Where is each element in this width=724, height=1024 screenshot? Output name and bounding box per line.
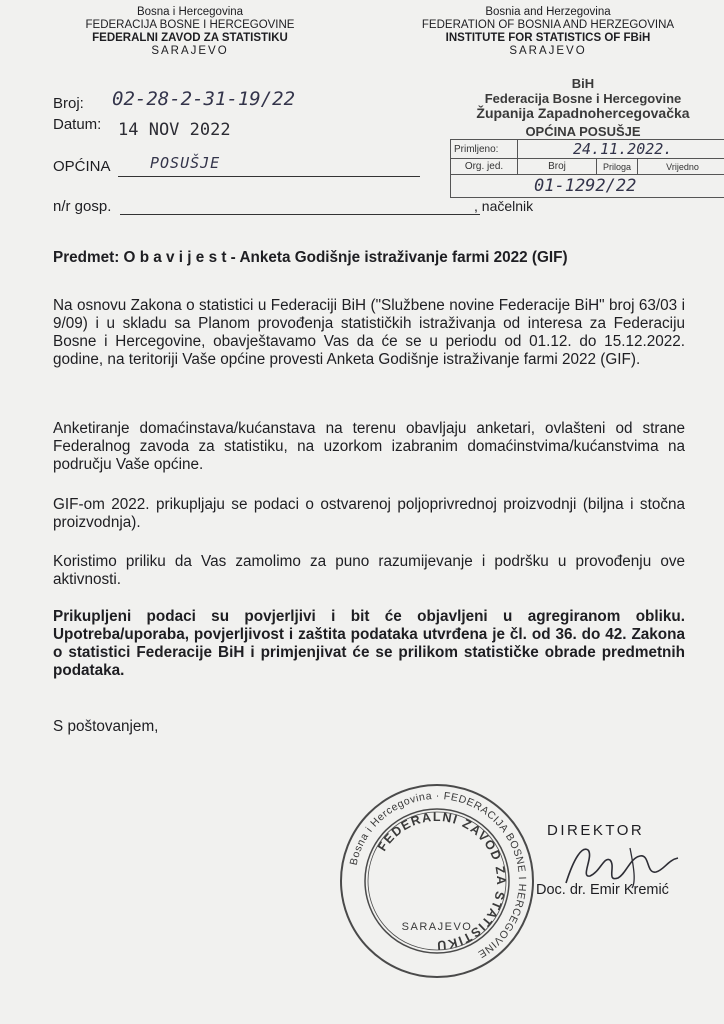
gosp-line <box>120 214 480 215</box>
seal-ring-text: Bosna i Hercegovina · FEDERACIJA BOSNE I HERCEGOVINE <box>347 789 529 961</box>
header-right-federation: FEDERATION OF BOSNIA AND HERZEGOVINA <box>421 19 675 31</box>
opcina-value: POSUŠJE <box>150 154 221 172</box>
paragraph-thanks: Koristimo priliku da Vas zamolimo za puno razumijevanje i podršku u provođenju ove aktivnosti. <box>53 553 685 588</box>
header-right-country: Bosnia and Herzegovina <box>485 6 611 18</box>
received-date-cell <box>518 140 724 159</box>
col-broj: Broj <box>518 159 597 175</box>
primljeno-value: 24.11.2022. <box>573 140 673 158</box>
header-left-city: SARAJEVO <box>151 45 229 57</box>
paragraph-confidentiality: Prikupljeni podaci su povjerljivi i bit će objavljeni u agregiranom obliku. Upotreba/uporaba, povjerljivost i zaštita podataka utvrđena je čl. od 36. do 42. Zakona o statistici Federacije BiH i primjenjivat će se prilikom statističke obrade predmetnih podataka. <box>53 608 685 679</box>
received-broj-value: 01-1292/22 <box>534 176 637 196</box>
broj-value: 02-28-2-31-19/22 <box>112 88 296 110</box>
opcina-line <box>118 176 420 177</box>
received-label-cell <box>451 140 518 159</box>
datum-value: 14 NOV 2022 <box>118 120 231 140</box>
header-left-federation: FEDERACIJA BOSNE I HERCEGOVINE <box>85 19 295 31</box>
seal-city: SARAJEVO <box>401 921 473 933</box>
paragraph-interviewers: Anketiranje domaćinstava/kućanstava na terenu obavljaju anketari, ovlašteni od strane Federalnog zavoda za statistiku, na uzorkom izabranim domaćinstvima/kućanstvima na području Vaše općine. <box>53 420 685 473</box>
director-name: Doc. dr. Emir Kremić <box>536 882 669 898</box>
received-number-cell <box>451 175 724 198</box>
received-stamp-bih: BiH <box>571 76 595 91</box>
header-left <box>60 6 320 58</box>
header-left-country: Bosna i Hercegovina <box>136 6 244 18</box>
received-stamp-canton: Županija Zapadnohercegovačka <box>476 105 690 121</box>
official-seal <box>338 782 536 980</box>
header-right-institute: INSTITUTE FOR STATISTICS OF FBiH <box>445 32 651 44</box>
received-stamp-municipality: OPĆINA POSUŠJE <box>525 124 641 139</box>
received-stamp-header <box>448 76 718 139</box>
primljeno-label: Primljeno: <box>454 143 499 155</box>
paragraph-data-collected: GIF-om 2022. prikupljaju se podaci o ostvarenoj poljoprivrednoj proizvodnji (biljna i stočna proizvodnja). <box>53 496 685 531</box>
paragraph-legal-basis: Na osnovu Zakona o statistici u Federaciji BiH ("Službene novine Federacije BiH" broj 63/03 i 9/09) i u skladu sa Planom provođenja statističkih istraživanja od interesa za Federaciju Bosne i Hercegovine, obavještavamo Vas da će se u periodu od 01.12. do 15.12.2022. godine, na teritoriji Vaše općine provesti Anketa Godišnje istraživanje farmi 2022 (GIF). <box>53 297 685 368</box>
received-stamp-federation: Federacija Bosne i Hercegovine <box>484 91 682 106</box>
subject-line: Predmet: O b a v i j e s t - Anketa Godišnje istraživanje farmi 2022 (GIF) <box>53 249 568 266</box>
received-stamp-table <box>450 139 724 198</box>
broj-label: Broj: <box>53 95 84 112</box>
col-priloga: Priloga <box>597 159 638 175</box>
seal-inner-text: FEDERALNI ZAVOD ZA STATISTIKU <box>375 809 509 953</box>
nacelnik-label: , načelnik <box>474 198 534 214</box>
col-org-jed: Org. jed. <box>451 159 518 175</box>
header-left-institute: FEDERALNI ZAVOD ZA STATISTIKU <box>92 32 288 44</box>
opcina-label: OPĆINA <box>53 158 111 175</box>
header-right-city: SARAJEVO <box>509 45 587 57</box>
header-right <box>398 6 698 58</box>
gosp-label: n/r gosp. <box>53 198 112 215</box>
director-title: DIREKTOR <box>547 822 645 839</box>
col-vrijednost: Vrijedno <box>638 159 724 175</box>
datum-label: Datum: <box>53 116 102 133</box>
closing: S poštovanjem, <box>53 718 159 735</box>
